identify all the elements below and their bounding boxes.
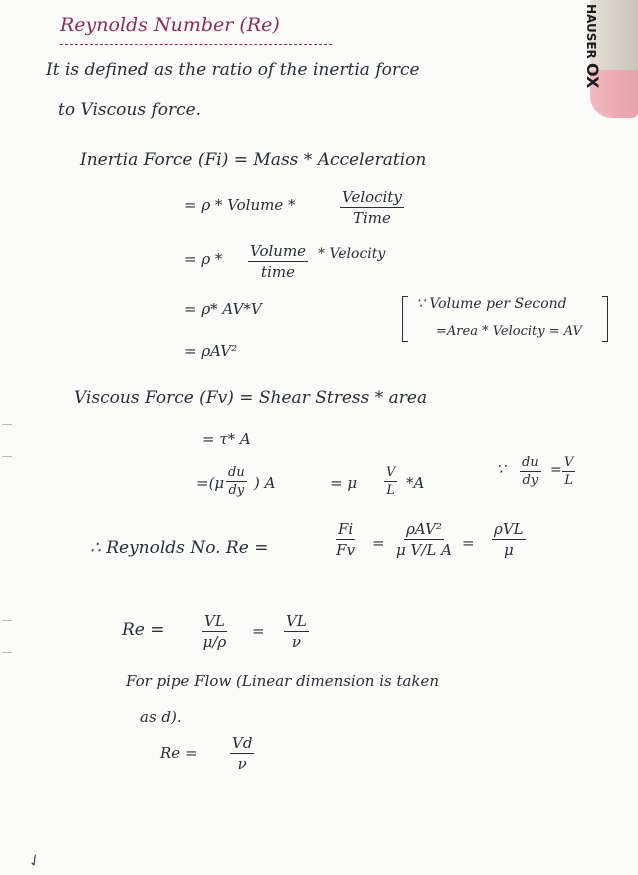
v-over-l: $\frac{V}{L}$ <box>386 465 396 498</box>
eraser-label: HAUSER OX <box>583 4 602 89</box>
viscous-step-1: = τ* A <box>202 430 251 448</box>
reynolds-equals-2: = <box>462 534 475 552</box>
note-line-2: =Area * Velocity = AV <box>436 324 582 339</box>
definition-line-2: to Viscous force. <box>58 100 202 120</box>
note-bracket-right <box>602 296 608 342</box>
title-underline <box>60 44 332 45</box>
re2-equals: = <box>252 622 265 640</box>
page-title: Reynolds Number (Re) <box>60 14 280 36</box>
page-edge-mark <box>2 424 12 425</box>
volume-over-time: Volume time <box>250 242 307 281</box>
inertia-step-3: = ρ* AV*V <box>184 300 262 318</box>
page-edge-mark <box>2 620 12 621</box>
reynolds-equals-1: = <box>372 534 385 552</box>
page-edge-mark <box>2 456 12 457</box>
reynolds-number-label: ∴ Reynolds No. Re = <box>90 538 269 558</box>
rho-vl-over-mu: ρVL μ <box>494 520 524 559</box>
re-label-2: Re = <box>122 620 165 640</box>
viscous-step-2-open: =(μ <box>196 474 225 492</box>
velocity-over-time: Velocity Time <box>342 188 402 227</box>
because-equals: = <box>550 462 562 478</box>
inertia-step-2: = ρ * <box>184 250 223 268</box>
pipe-flow-line-2: as d). <box>140 708 182 726</box>
corner-scribble: ✓ <box>24 848 46 873</box>
viscous-step-2-mu: = μ <box>330 474 358 492</box>
vd-over-nu: $\frac{Vd}{\nu}$ <box>232 734 253 773</box>
page-edge-mark <box>2 652 12 653</box>
re-label-pipe: Re = <box>160 744 198 762</box>
because-du-dy: $\frac{du}{dy}$ <box>522 455 539 488</box>
inertia-result: = ρAV² <box>184 342 238 360</box>
pipe-flow-line-1: For pipe Flow (Linear dimension is taken <box>126 672 440 690</box>
vl-over-mu-rho: $\frac{VL}{\mu/\rho}$ <box>202 612 227 651</box>
inertia-step-1: = ρ * Volume * <box>184 196 296 214</box>
because-v-over-l: $\frac{V}{L}$ <box>564 455 574 488</box>
inertia-over-viscous: ρAV² μ V/L A <box>396 520 452 559</box>
velocity-gradient: $\frac{du}{dy}$ <box>228 465 245 498</box>
definition-line-1: It is defined as the ratio of the inertia force <box>46 60 420 80</box>
inertia-force-equation: Inertia Force (Fi) = Mass * Acceleration <box>80 150 427 170</box>
viscous-step-2-area: *A <box>406 474 425 492</box>
because-symbol: ∵ <box>496 460 506 478</box>
viscous-step-2-close: ) A <box>254 474 276 492</box>
inertia-step-2-rhs: * Velocity <box>318 246 386 262</box>
note-line-1: ∵ Volume per Second <box>416 296 567 312</box>
fi-over-fv: $\frac{Fi}{Fv}$ <box>336 520 356 559</box>
vl-over-nu: $\frac{VL}{\nu}$ <box>286 612 307 651</box>
note-bracket-left <box>402 296 408 342</box>
viscous-force-equation: Viscous Force (Fv) = Shear Stress * area <box>74 388 428 408</box>
